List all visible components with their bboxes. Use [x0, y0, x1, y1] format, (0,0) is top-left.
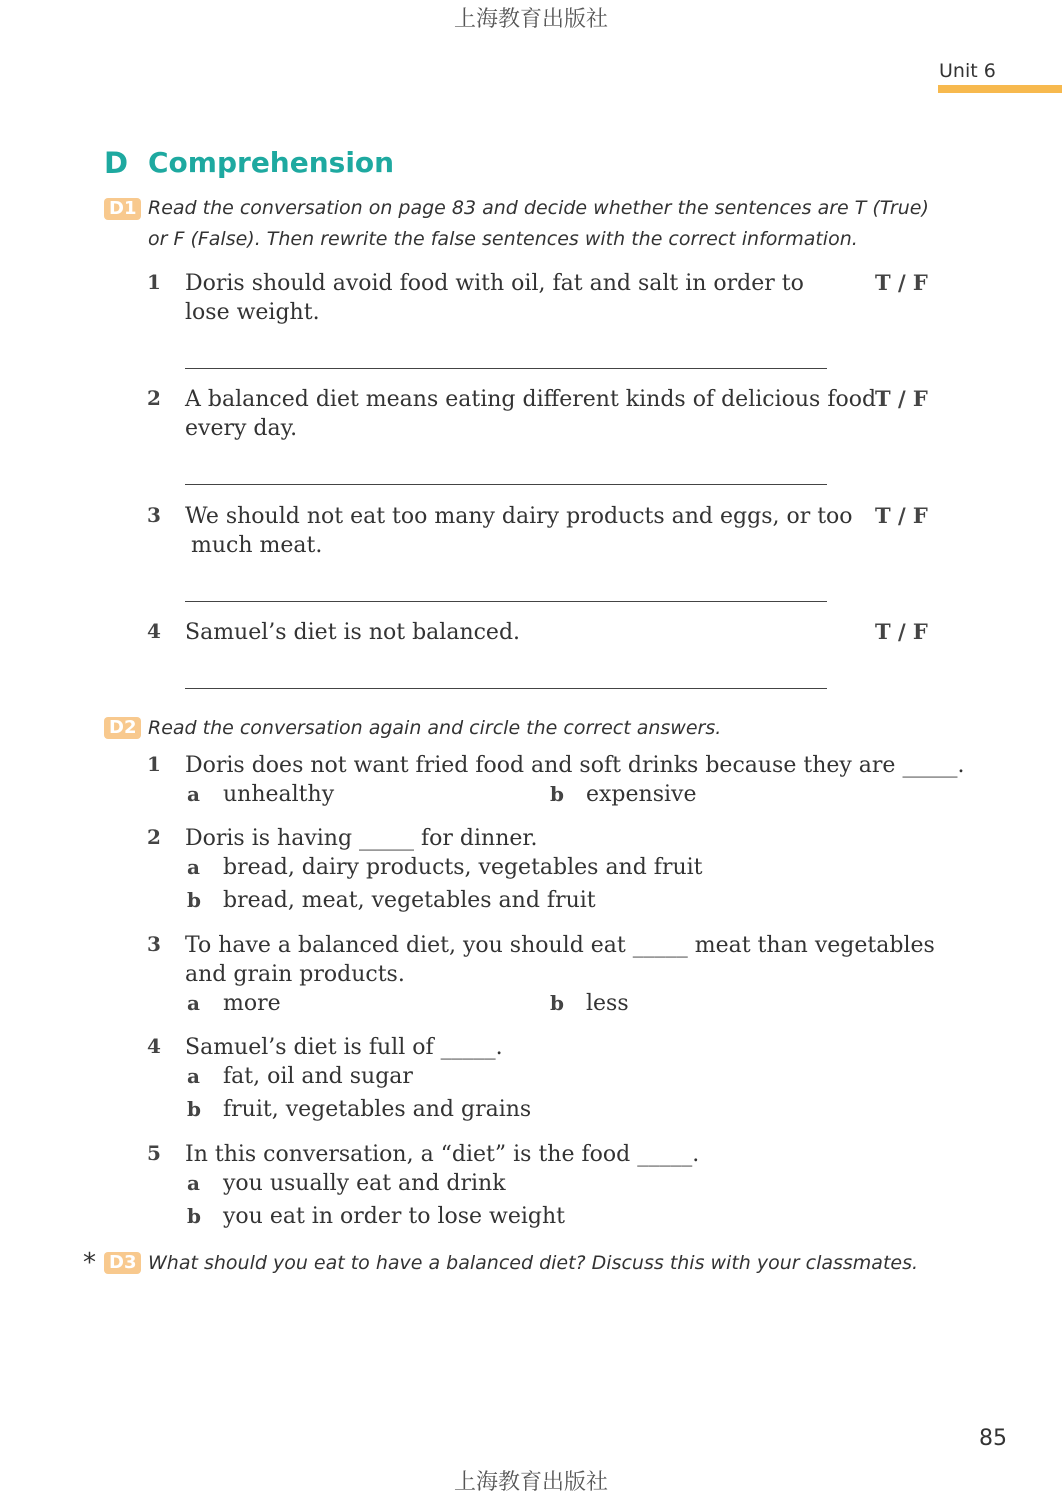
answer-option[interactable]: less: [586, 991, 629, 1016]
publisher-footer: 上海教育出版社: [453, 1470, 608, 1495]
publisher-header: 上海教育出版社: [453, 7, 608, 32]
option-letter: b: [550, 991, 564, 1015]
section-letter: D: [104, 146, 129, 180]
answer-option[interactable]: expensive: [586, 782, 697, 807]
d1-item-number: 1: [147, 270, 161, 294]
option-letter: a: [187, 855, 200, 879]
option-letter: b: [187, 888, 201, 912]
option-letter: a: [187, 991, 200, 1015]
d2-item-number: 5: [147, 1141, 161, 1165]
answer-option[interactable]: you usually eat and drink: [223, 1171, 506, 1196]
d2-item-text: Doris is having _____ for dinner.: [185, 826, 538, 851]
option-letter: a: [187, 782, 200, 806]
true-false-choice[interactable]: T / F: [875, 386, 928, 411]
d3-instruction: What should you eat to have a balanced diet? Discuss this with your classmates.: [148, 1252, 919, 1274]
unit-accent-bar: [938, 85, 1062, 93]
answer-line[interactable]: [185, 688, 827, 689]
option-letter: b: [550, 782, 564, 806]
d1-item-text-cont: much meat.: [191, 533, 323, 558]
star-icon: *: [83, 1248, 96, 1278]
d2-item-number: 1: [147, 752, 161, 776]
answer-line[interactable]: [185, 484, 827, 485]
d2-badge: D2: [104, 717, 141, 739]
d2-instruction: Read the conversation again and circle the correct answers.: [148, 717, 722, 739]
option-letter: b: [187, 1204, 201, 1228]
answer-option[interactable]: unhealthy: [223, 782, 335, 807]
d1-item-text: A balanced diet means eating different kinds of delicious food: [185, 387, 877, 412]
d2-item-text: Doris does not want fried food and soft drinks because they are _____.: [185, 753, 965, 778]
d1-item-text-cont: lose weight.: [185, 300, 320, 325]
answer-option[interactable]: fat, oil and sugar: [223, 1064, 413, 1089]
answer-option[interactable]: bread, dairy products, vegetables and fruit: [223, 855, 703, 880]
d2-item-text: Samuel’s diet is full of _____.: [185, 1035, 503, 1060]
unit-label: Unit 6: [939, 60, 996, 82]
d1-badge: D1: [104, 198, 141, 220]
option-letter: a: [187, 1064, 200, 1088]
d1-item-text-cont: every day.: [185, 416, 298, 441]
option-letter: b: [187, 1097, 201, 1121]
d1-item-number: 2: [147, 386, 161, 410]
d2-item-number: 4: [147, 1034, 161, 1058]
d3-badge: D3: [104, 1252, 141, 1274]
d2-item-text: In this conversation, a “diet” is the food _____.: [185, 1142, 700, 1167]
d1-item-text: Samuel’s diet is not balanced.: [185, 620, 521, 645]
d1-item-text: Doris should avoid food with oil, fat and salt in order to: [185, 271, 804, 296]
d1-instruction-line2: or F (False). Then rewrite the false sentences with the correct information.: [148, 228, 858, 250]
section-title: Comprehension: [148, 146, 395, 179]
option-letter: a: [187, 1171, 200, 1195]
d2-item-text-cont: and grain products.: [185, 962, 405, 987]
d1-item-text: We should not eat too many dairy products and eggs, or too: [185, 504, 853, 529]
answer-option[interactable]: bread, meat, vegetables and fruit: [223, 888, 596, 913]
answer-line[interactable]: [185, 368, 827, 369]
answer-option[interactable]: more: [223, 991, 281, 1016]
answer-option[interactable]: fruit, vegetables and grains: [223, 1097, 532, 1122]
d2-item-number: 2: [147, 825, 161, 849]
answer-line[interactable]: [185, 601, 827, 602]
d2-item-number: 3: [147, 932, 161, 956]
d1-item-number: 4: [147, 619, 161, 643]
d1-item-number: 3: [147, 503, 161, 527]
true-false-choice[interactable]: T / F: [875, 270, 928, 295]
page-number: 85: [979, 1426, 1007, 1451]
d2-item-text: To have a balanced diet, you should eat _____ meat than vegetables: [185, 933, 935, 958]
true-false-choice[interactable]: T / F: [875, 619, 928, 644]
true-false-choice[interactable]: T / F: [875, 503, 928, 528]
d1-instruction-line1: Read the conversation on page 83 and decide whether the sentences are T (True): [148, 197, 929, 219]
answer-option[interactable]: you eat in order to lose weight: [223, 1204, 566, 1229]
